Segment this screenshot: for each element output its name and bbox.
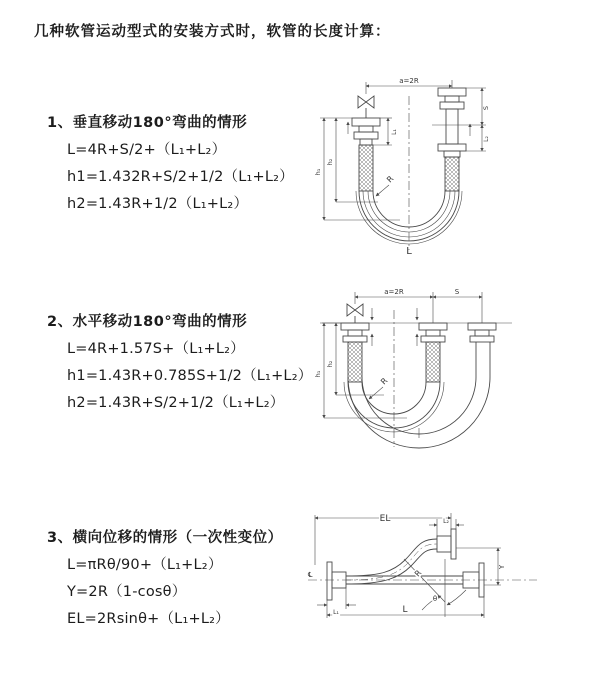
hose-s-centerline: [346, 544, 437, 580]
flange: [451, 529, 456, 559]
hose-drawing-2: [322, 304, 512, 448]
flange: [444, 151, 460, 157]
flange: [352, 118, 380, 126]
hose-arc-phantom: [363, 191, 455, 237]
dim-label-h2: h₂: [326, 360, 334, 368]
hose-s-curve: [346, 539, 437, 579]
flange: [470, 336, 494, 342]
section-1-formula-h1: h1=1.432R+S/2+1/2（L₁+L₂）: [67, 169, 294, 185]
dim-label-l2: L₂: [443, 518, 449, 525]
flange: [419, 323, 447, 330]
dimension-lines-2: [320, 292, 482, 447]
dim-label-h1: h₁: [314, 370, 322, 378]
flange: [327, 562, 332, 600]
section-1-formula-L: L=4R+S/2+（L₁+L₂）: [67, 142, 227, 158]
dim-label-r: R: [385, 174, 396, 185]
braided-hose-section: [426, 342, 440, 382]
flange: [359, 126, 373, 132]
flange: [426, 330, 440, 336]
section-1-formula-h2: h2=1.43R+1/2（L₁+L₂）: [67, 196, 249, 212]
diagram-lateral-displacement: [305, 505, 590, 655]
dim-label-l1: L₁: [391, 129, 398, 135]
section-3-formula-Y: Y=2R（1-cosθ）: [67, 584, 187, 600]
diagram-horizontal-180-bend: [312, 282, 590, 462]
hose-s-curve: [346, 549, 437, 584]
hose-drawing-3: [308, 529, 537, 617]
pipe: [446, 109, 458, 144]
flange: [341, 323, 369, 330]
flange: [354, 132, 378, 139]
flange: [438, 88, 466, 96]
section-3-formula-L: L=πRθ/90+（L₁+L₂）: [67, 557, 223, 573]
dim-label-l2: L₂: [483, 136, 490, 142]
dim-label-y: Y: [498, 564, 506, 570]
flange: [440, 102, 464, 109]
braided-hose-section: [359, 145, 373, 191]
section-1-heading: 1、垂直移动180°弯曲的情形: [47, 115, 248, 131]
dim-label-a2r: a=2R: [399, 77, 419, 85]
section-2-formula-h1: h1=1.43R+0.785S+1/2（L₁+L₂）: [67, 368, 313, 384]
dim-label-r: R: [379, 376, 390, 387]
flange: [438, 144, 466, 151]
dimension-lines-3: [315, 513, 501, 618]
dim-label-s: S: [454, 288, 460, 296]
dim-label-theta: θ: [432, 595, 438, 603]
section-2-heading: 2、水平移动180°弯曲的情形: [47, 314, 248, 330]
section-3-heading: 3、横向位移的情形（一次性变位）: [47, 530, 283, 546]
braided-hose-section: [348, 342, 362, 382]
dim-label-el: EL: [379, 514, 391, 524]
flange: [475, 330, 489, 336]
flange: [360, 139, 372, 145]
valve-icon: [358, 96, 374, 108]
dim-label-l: L: [402, 605, 408, 615]
dim-label-h2: h₂: [326, 158, 334, 166]
diagram-vertical-180-bend: [312, 72, 590, 258]
braided-hose-section: [445, 157, 459, 191]
flange: [348, 330, 362, 336]
dim-label-s: S: [482, 105, 490, 111]
dim-label-h1: h₁: [314, 168, 322, 176]
radius-line: [404, 559, 445, 602]
flange: [421, 336, 445, 342]
flange: [437, 536, 451, 552]
section-2-formula-h2: h2=1.43R+S/2+1/2（L₁+L₂）: [67, 395, 285, 411]
dim-label-l: L: [406, 246, 412, 257]
flange: [343, 336, 367, 342]
page-title: 几种软管运动型式的安装方式时，软管的长度计算：: [34, 24, 391, 40]
hose-arc: [348, 382, 440, 428]
section-2-formula-L: L=4R+1.57S+（L₁+L₂）: [67, 341, 245, 357]
dimension-lines-1: [320, 80, 486, 250]
section-3-formula-EL: EL=2Rsinθ+（L₁+L₂）: [67, 611, 230, 627]
dim-label-r: R: [412, 568, 424, 579]
dim-label-a2r: a=2R: [384, 288, 404, 296]
centerline-symbol: ℄: [308, 571, 313, 579]
dim-label-l1: L₁: [333, 609, 339, 616]
valve-icon: [347, 304, 363, 316]
flange: [468, 323, 496, 330]
flange: [445, 96, 459, 102]
